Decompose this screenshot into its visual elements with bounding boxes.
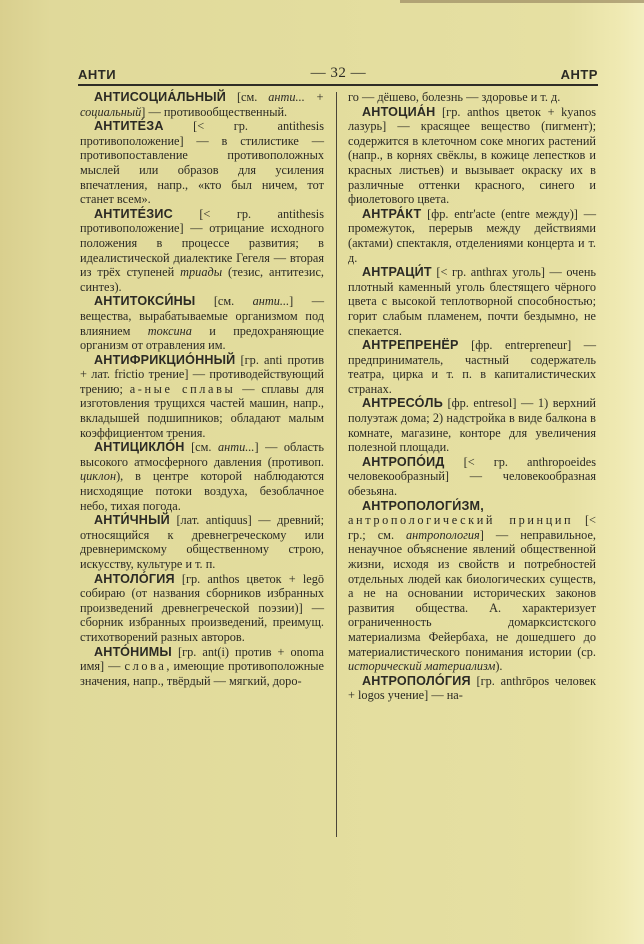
etymology: [< гр. antithesis противоположение] <box>80 119 324 148</box>
dictionary-entry <box>348 499 596 674</box>
spaced-term: слова <box>124 659 167 674</box>
dictionary-entry <box>80 645 324 689</box>
etymology: [гр. anthos цветок + kyanos лазурь] <box>348 104 596 134</box>
headword: АНТРАЦИ́Т <box>362 265 432 280</box>
definition: — древний; относящийся к древнегреческому или древнеримскому общественному строю, искусству, культуре и т. п. <box>80 513 324 571</box>
definition: — вещества, вырабатываемые организмом под влиянием <box>80 294 324 338</box>
definition: — предприниматель, частный содержатель театра, цирка и т. п. в капиталистических странах. <box>348 338 596 396</box>
etymology: [лат. antiquus] <box>169 513 252 528</box>
etymology: [гр. anthrōpos человек + logos учение] <box>348 673 596 703</box>
etymology: [см. <box>184 440 218 455</box>
spaced-term: антропологический принцип <box>348 513 574 528</box>
dictionary-entry <box>348 105 596 207</box>
definition: — на- <box>428 688 463 703</box>
dictionary-entry <box>348 396 596 454</box>
dictionary-entry <box>80 207 324 295</box>
cross-reference: токсина <box>147 323 192 338</box>
etymology: [гр. anthos цветок + legō собираю (от названия сборников избранных произведений древнегреческой поэзии)] <box>80 571 324 615</box>
definition: — сборник избранных произведений, преимущ. стихотворений разных авторов. <box>80 600 324 644</box>
etymology: [гр. anti против + лат. frictio трение] <box>80 352 324 382</box>
headword: АНТРОПОЛОГИ́ЗМ, <box>362 498 484 513</box>
headword: АНТИТЕ́ЗА <box>94 119 164 134</box>
etymology-reference: анти... + социальный <box>80 90 324 119</box>
dictionary-entry <box>80 90 324 119</box>
dictionary-entry <box>80 513 324 571</box>
right-column <box>348 90 596 703</box>
dictionary-entry <box>348 338 596 396</box>
dictionary-entry <box>348 265 596 338</box>
headword: АНТОЛО́ГИЯ <box>94 571 175 586</box>
headword: АНТРОПОЛО́ГИЯ <box>362 673 471 688</box>
definition: го — дёшево, болезнь — здоровье и т. д. <box>348 90 561 104</box>
etymology: ] <box>289 294 294 309</box>
etymology: [фр. entresol] <box>442 396 517 411</box>
etymology-reference: анти... <box>252 294 290 309</box>
etymology: [гр. ant(i) против + onoma имя] <box>80 644 324 674</box>
spaced-term: а-ные сплавы <box>129 381 236 396</box>
cross-reference: исторический материализм <box>348 659 496 674</box>
etymology: ] <box>141 104 146 119</box>
left-column <box>80 90 324 688</box>
etymology: [фр. entr'acte (entre между)] <box>421 206 578 221</box>
cross-reference: триады <box>180 265 223 280</box>
scan-edge <box>400 0 644 3</box>
definition: — в стилистике — противопоставление противоположных мыслей или образов для усиления впечатления, напр., «кто был ничем, тот станет всем». <box>80 133 324 207</box>
etymology: ] <box>254 440 259 455</box>
entry-continuation <box>348 90 596 105</box>
etymology: [см. <box>236 90 269 104</box>
definition: — человекообразная обезьяна. <box>348 469 596 499</box>
etymology-reference: антропология <box>406 527 480 542</box>
dictionary-entry <box>80 353 324 441</box>
definition: — очень плотный каменный уголь блестящего чёрного цвета с высокой теплотворной способностью; горит слабым пламенем, почти бездымно, не спекается. <box>348 265 597 338</box>
definition: — <box>104 659 125 674</box>
dictionary-entry <box>80 119 324 207</box>
headword: АНТО́НИМЫ <box>94 644 172 659</box>
definition: и предохраняющие организм от отравления им. <box>80 323 324 353</box>
definition: — область высокого атмосферного давления (противоп. <box>80 440 324 469</box>
etymology: [< гр.; см. <box>348 513 596 542</box>
dictionary-entry <box>80 572 324 645</box>
definition: ), в центре которой наблюдаются нисходящие потоки воздуха, безоблачное небо, тихая погода. <box>80 469 324 513</box>
etymology: [< гр. antithesis противоположение] <box>80 206 324 236</box>
definition: — сплавы для изготовления трущихся частей машин, напр., вкладышей подшипников; обладают малым коэффициентом трения. <box>80 381 324 440</box>
headword: АНТРЕСО́ЛЬ <box>362 396 443 411</box>
definition: ). <box>495 659 503 674</box>
headword: АНТИТОКСИ́НЫ <box>94 294 196 309</box>
definition: — отрицание исходного положения в процессе развития; в идеалистической диалектике Гегеля — вторая из трёх ступеней <box>80 221 324 280</box>
column-divider <box>336 92 337 837</box>
dictionary-entry <box>348 207 596 265</box>
etymology: [фр. entrepreneur] <box>458 338 572 353</box>
definition: — промежуток, перерыв между действиями (актами) спектакля, отделениями концерта и т. д. <box>348 206 596 265</box>
dictionary-entry <box>80 440 324 513</box>
headword: АНТИ́ЧНЫЙ <box>94 513 170 528</box>
definition: (тезис, антитезис, синтез). <box>80 265 324 294</box>
etymology: [см. <box>195 294 253 309</box>
definition: — неправильное, ненаучное объяснение явлений общественной жизни, исходя из свойств и потребностей отдельных людей как биологических существ, а не на основании исторических законов развития общества. А. характеризует ограниченность домарксистского материализма Фейербаха, не дошедшего до материалистического понимания истории (ср. <box>348 527 596 659</box>
definition: — красящее вещество (пигмент); содержится в клеточном соке многих растений (напр., в корнях свёклы, в кожице лепестков и красных листьев) и вызывает окраску их в различные оттенки красного, синего и фиолетового цвета. <box>348 119 596 207</box>
headword: АНТИЦИКЛО́Н <box>94 440 185 455</box>
headword: АНТИТЕ́ЗИС <box>94 206 173 221</box>
headword: АНТОЦИА́Н <box>362 104 436 119</box>
dictionary-entry <box>348 674 596 703</box>
etymology: [< гр. anthrax уголь] <box>431 265 545 280</box>
headword: АНТИФРИКЦИО́ННЫЙ <box>94 352 236 367</box>
definition: — 1) верхний полуэтаж дома; 2) надстройка в виде балкона в комнате, магазине, конторе для увеличения полезной площади. <box>348 396 596 455</box>
headword: АНТИСОЦИА́ЛЬНЫЙ <box>94 90 227 104</box>
etymology: [< гр. anthropoeides человекообразный] <box>348 454 596 484</box>
headword: АНТРА́КТ <box>362 206 422 221</box>
headword: АНТРЕПРЕНЁР <box>362 338 459 353</box>
header-rule <box>78 84 598 86</box>
definition: , имеющие противоположные значения, напр., твёрдый — мягкий, доро- <box>80 659 324 688</box>
page-number: — 32 — <box>310 65 367 81</box>
definition: — противообщественный. <box>145 104 288 119</box>
dictionary-entry <box>80 294 324 352</box>
etymology: ] <box>479 527 484 542</box>
header-left-guideword: АНТИ <box>78 67 117 82</box>
etymology-reference: анти... <box>217 440 255 455</box>
running-header <box>78 62 598 82</box>
dictionary-entry <box>348 455 596 499</box>
definition: — противодействующий трению; <box>80 367 324 396</box>
header-right-guideword: АНТР <box>560 67 598 82</box>
headword: АНТРОПО́ИД <box>362 454 445 469</box>
cross-reference: циклон <box>80 469 117 484</box>
